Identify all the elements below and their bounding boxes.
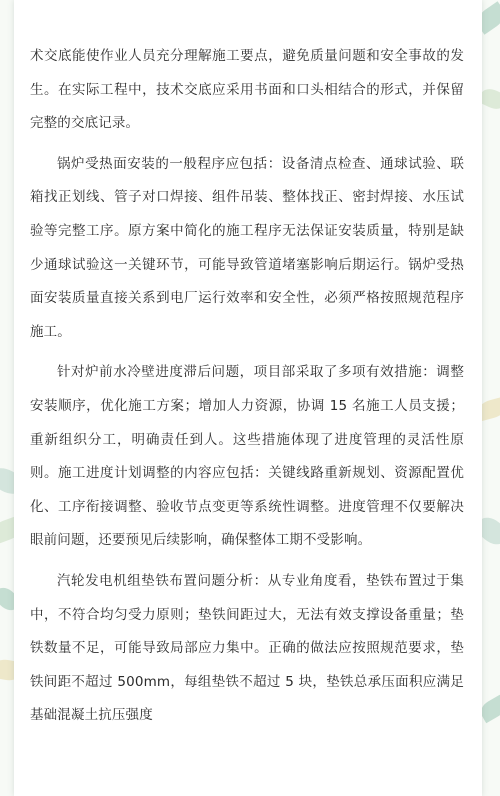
paragraph-3: 针对炉前水冷壁进度滞后问题，项目部采取了多项有效措施：调整安装顺序，优化施工方案；增加人力资源，协调 15 名施工人员支援；重新组织分工，明确责任到人。这些措施体现了进度管理的灵活性原则。施工进度计划调整的内容应包括：关键线路重新规划、资源配置优化、工序衔接调整、验收节点变更等系统性调整。进度管理不仅要解决眼前问题，还要预见后续影响，确保整体工期不受影响。	[30, 364, 464, 549]
paragraph-1: 术交底能使作业人员充分理解施工要点，避免质量问题和安全事故的发生。在实际工程中，技术交底应采用书面和口头相结合的形式，并保留完整的交底记录。	[30, 48, 464, 132]
paragraph-2: 锅炉受热面安装的一般程序应包括：设备清点检查、通球试验、联箱找正划线、管子对口焊接、组件吊装、整体找正、密封焊接、水压试验等完整工序。原方案中简化的施工程序无法保证安装质量，特别是缺少通球试验这一关键环节，可能导致管道堵塞影响后期运行。锅炉受热面安装质量直接关系到电厂运行效率和安全性，必须严格按照规范程序施工。	[30, 155, 464, 340]
document-body	[30, 40, 464, 740]
paragraph-4: 汽轮发电机组垫铁布置问题分析：从专业角度看，垫铁布置过于集中，不符合均匀受力原则；垫铁间距过大，无法有效支撑设备重量；垫铁数量不足，可能导致局部应力集中。正确的做法应按照规范要求，垫铁间距不超过 500mm，每组垫铁不超过 5 块，垫铁总承压面积应满足基础混凝土抗压强度	[30, 572, 464, 724]
